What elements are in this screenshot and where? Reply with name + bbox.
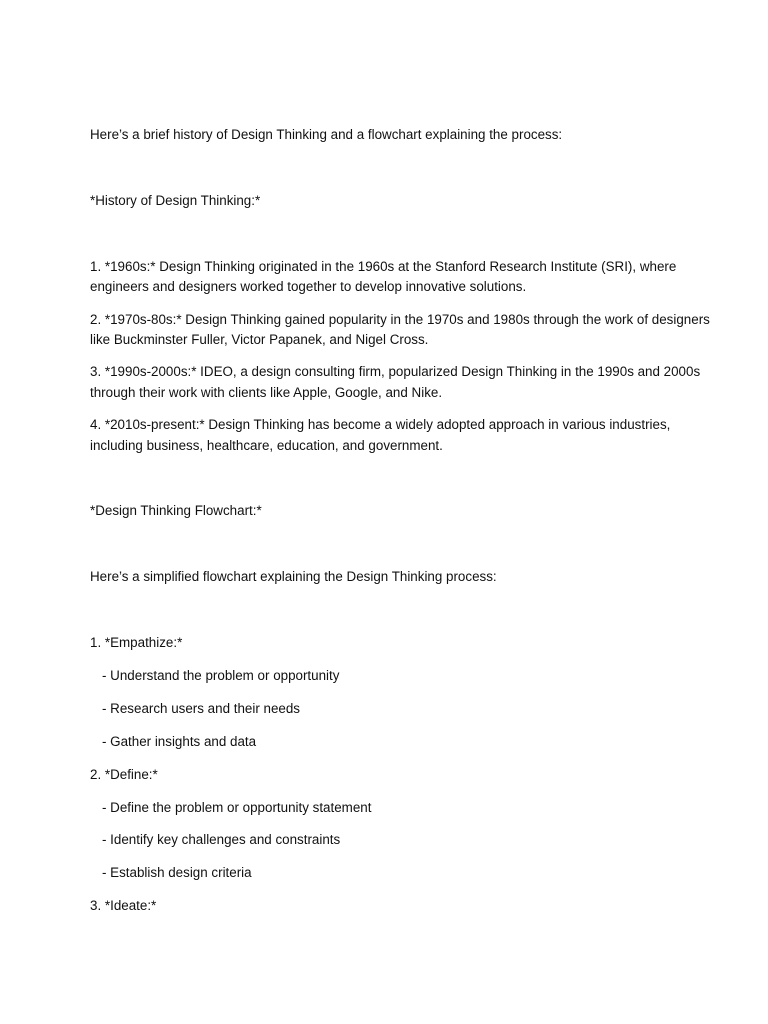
step-3-title: 3. *Ideate:* <box>90 898 157 913</box>
flowchart-intro: Here’s a simplified flowchart explaining the Design Thinking process: <box>90 569 497 584</box>
step-1-title: 1. *Empathize:* <box>90 635 183 650</box>
history-item-1-line-2: engineers and designers worked together to develop innovative solutions. <box>90 279 527 294</box>
step-2-title: 2. *Define:* <box>90 767 158 782</box>
history-item-1-line-1: 1. *1960s:* Design Thinking originated in the 1960s at the Stanford Research Institute (SRI), where <box>90 259 677 274</box>
intro-text: Here’s a brief history of Design Thinking and a flowchart explaining the process: <box>90 127 563 142</box>
history-item-2-line-2: like Buckminster Fuller, Victor Papanek, and Nigel Cross. <box>90 332 429 347</box>
flowchart-heading: *Design Thinking Flowchart:* <box>90 503 262 518</box>
step-2-item-2: - Identify key challenges and constraints <box>102 832 341 847</box>
history-item-4-line-2: including business, healthcare, education, and government. <box>90 438 443 453</box>
step-1-item-2: - Research users and their needs <box>102 701 300 716</box>
history-item-2-line-1: 2. *1970s-80s:* Design Thinking gained popularity in the 1970s and 1980s through the work of designers <box>90 312 710 327</box>
history-item-4-line-1: 4. *2010s-present:* Design Thinking has become a widely adopted approach in various industries, <box>90 417 671 432</box>
history-item-3-line-1: 3. *1990s-2000s:* IDEO, a design consulting firm, popularized Design Thinking in the 1990s and 2000s <box>90 364 701 379</box>
step-1-item-1: - Understand the problem or opportunity <box>102 668 340 683</box>
history-heading: *History of Design Thinking:* <box>90 193 261 208</box>
history-item-3-line-2: through their work with clients like Apple, Google, and Nike. <box>90 385 443 400</box>
step-2-item-3: - Establish design criteria <box>102 865 252 880</box>
step-1-item-3: - Gather insights and data <box>102 734 257 749</box>
step-2-item-1: - Define the problem or opportunity statement <box>102 800 372 815</box>
